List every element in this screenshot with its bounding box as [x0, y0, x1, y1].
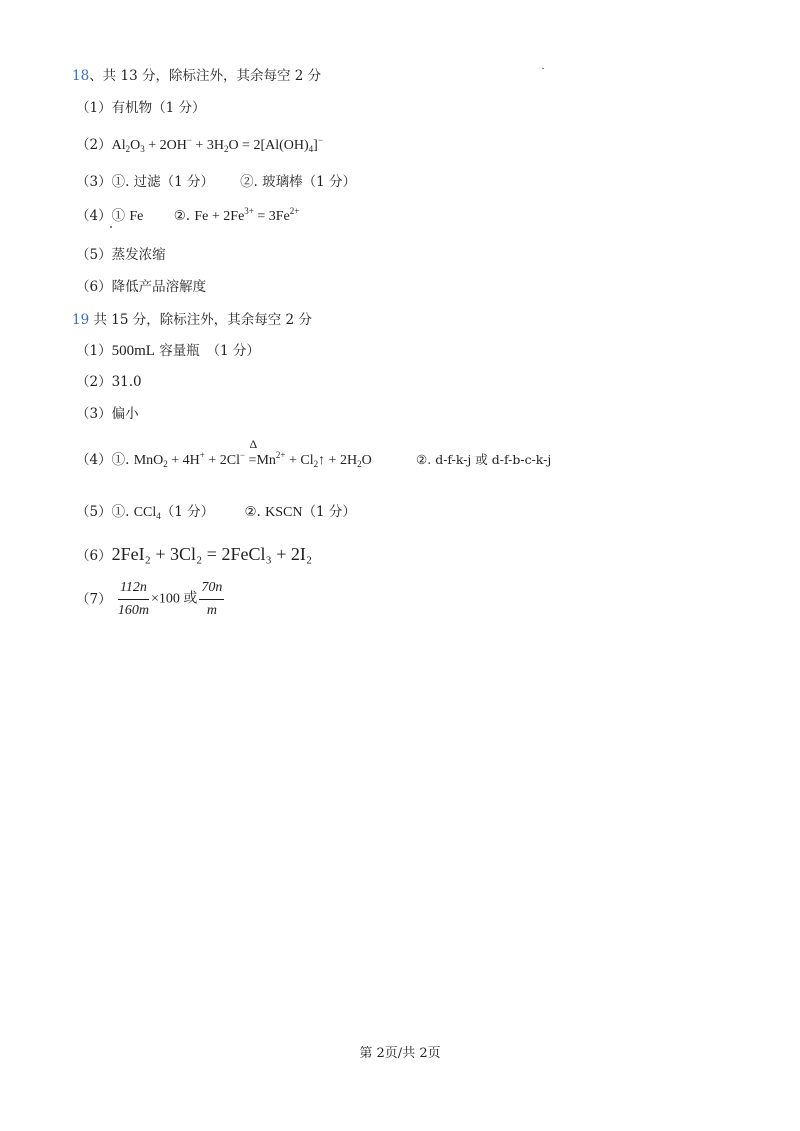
q19-part4-b: ②. d-f-k-j 或 d-f-b-c-k-j	[416, 452, 552, 467]
q19-part3: （3）偏小	[76, 406, 139, 422]
q19-part7	[76, 578, 226, 621]
q19-header	[72, 310, 312, 330]
q18-part3-a: （3）①. 过滤（1 分）	[76, 174, 215, 190]
q19-part5-label: （5）①.	[76, 504, 130, 520]
q18-header-text: 、共 13 分，除标注外，其余每空 2 分	[89, 68, 322, 84]
q18-part2-equation: $Al_2O_3 + 2OH^- + 3H_2O = 2[Al(OH)_4]^-$	[111, 135, 323, 154]
q19-part5-b-value: KSCN	[265, 505, 303, 520]
q18-part6: （6）降低产品溶解度	[76, 279, 207, 295]
q18-part3-b: ②. 玻璃棒（1 分）	[240, 174, 357, 190]
q19-part5-a-formula: CCl$_4$	[133, 505, 161, 521]
fraction-1-numerator: 112n	[118, 578, 149, 600]
q19-part7-fraction-1	[118, 578, 149, 621]
q19-part1	[76, 341, 260, 361]
q19-part5-b-mark: （1 分）	[302, 504, 356, 520]
q19-part1-text: 容量瓶 （1 分）	[154, 343, 260, 359]
q19-part5	[76, 502, 356, 523]
q19-part4-label: （4）①.	[76, 452, 130, 468]
q19-part5-a-mark: （1 分）	[160, 504, 215, 520]
q19-part7-label: （7）	[76, 591, 112, 608]
q19-part6	[76, 544, 312, 566]
q19-part7-middle: ×100 或	[151, 591, 198, 607]
q18-part3	[76, 172, 356, 192]
q19-part6-equation: 2FeI₂ + 3Cl₂ = 2FeCl₃ + 2I₂	[111, 544, 313, 564]
q19-part7-fraction-2	[199, 578, 224, 621]
q18-part4	[76, 206, 299, 227]
fraction-2-numerator: 70n	[199, 578, 224, 600]
q18-part4-b-label: ②.	[173, 208, 191, 224]
q18-number: 18	[72, 68, 90, 84]
fraction-2-denominator: m	[206, 603, 217, 618]
stray-dot	[110, 226, 112, 228]
scan-speck	[542, 68, 544, 69]
q19-part4-equation: MnO$_2$ + 4H+ + 2Cl− Δ $=Mn^{2+}$ + $Cl_2↑ + 2H_2O$	[133, 437, 372, 469]
q19-number: 19	[72, 312, 90, 328]
q19-part1-value: 500mL	[111, 343, 155, 359]
q18-header	[72, 66, 321, 86]
q18-part1: （1）有机物（1 分）	[76, 100, 206, 116]
q18-part4-a-answer: Fe	[129, 209, 144, 224]
q18-part2-label: （2）	[76, 137, 112, 153]
q19-part2: （2）31.0	[76, 374, 142, 390]
q18-part5: （5）蒸发浓缩	[76, 247, 166, 263]
q19-part5-b-label: ②.	[244, 504, 261, 520]
q18-part4-label: （4）①	[76, 208, 126, 224]
q18-part4-b-equation: $Fe + 2Fe^{3+} = 3Fe^{2+}$	[194, 206, 300, 224]
q19-part6-label: （6）	[76, 548, 112, 564]
q19-part4	[76, 437, 552, 471]
page-footer: 第 2页/共 2页	[359, 1046, 441, 1061]
fraction-1-denominator: 160m	[117, 603, 150, 618]
q19-header-text: 共 15 分，除标注外，其余每空 2 分	[89, 312, 312, 328]
q19-part1-label: （1）	[76, 343, 112, 359]
q18-part2	[76, 135, 323, 156]
